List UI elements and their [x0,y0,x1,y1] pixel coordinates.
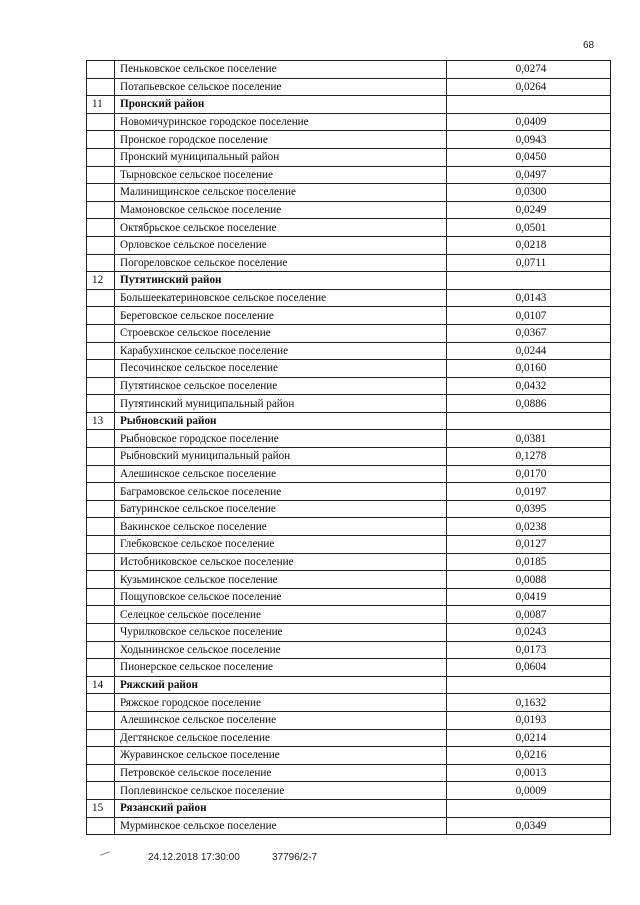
settlement-name-cell: Ряжское городское поселение [115,694,447,712]
settlement-name-cell: Мурминское сельское поселение [115,817,447,835]
row-number-cell [87,307,115,325]
row-number-cell [87,236,115,254]
row-number-cell [87,782,115,800]
table-row [87,184,611,202]
table-row [87,307,611,325]
settlement-name-cell: Пронский муниципальный район [115,148,447,166]
table-row [87,201,611,219]
settlement-name-cell: Рыбновское городское поселение [115,430,447,448]
settlement-name-cell: Потапьевское сельское поселение [115,78,447,96]
row-number-cell [87,254,115,272]
row-number-cell [87,377,115,395]
settlement-name-cell: Пронское городское поселение [115,131,447,149]
table-row [87,782,611,800]
value-cell: 0,0274 [447,61,611,79]
table-row [87,395,611,413]
district-header-row [87,676,611,694]
value-cell: 0,0450 [447,148,611,166]
row-number-cell [87,61,115,79]
value-cell: 0,0197 [447,483,611,501]
value-cell: 0,0170 [447,465,611,483]
row-number-cell [87,184,115,202]
row-number-cell: 12 [87,272,115,290]
row-number-cell: 14 [87,676,115,694]
table-row [87,483,611,501]
footer-datetime: 24.12.2018 17:30:00 [148,852,240,863]
value-cell [447,676,611,694]
distribution-table [86,60,611,835]
settlement-name-cell: Береговское сельское поселение [115,307,447,325]
table-row [87,606,611,624]
row-number-cell [87,289,115,307]
value-cell: 0,0249 [447,201,611,219]
settlement-name-cell: Песочинское сельское поселение [115,360,447,378]
value-cell: 0,0193 [447,711,611,729]
table-row [87,236,611,254]
row-number-cell [87,430,115,448]
value-cell: 0,0381 [447,430,611,448]
settlement-name-cell: Дегтянское сельское поселение [115,729,447,747]
value-cell: 0,0185 [447,553,611,571]
table-row [87,500,611,518]
value-cell: 0,0501 [447,219,611,237]
table-row [87,747,611,765]
row-number-cell [87,553,115,571]
footer-document-code: 37796/2-7 [272,852,318,863]
row-number-cell: 15 [87,799,115,817]
value-cell: 0,0367 [447,324,611,342]
value-cell: 0,0218 [447,236,611,254]
row-number-cell [87,113,115,131]
value-cell: 0,0214 [447,729,611,747]
value-cell: 0,0216 [447,747,611,765]
footer-pen-mark [100,851,110,855]
value-cell: 0,0395 [447,500,611,518]
value-cell: 0,0419 [447,588,611,606]
table-row [87,360,611,378]
table-row [87,729,611,747]
table-row [87,148,611,166]
settlement-name-cell: Петровское сельское поселение [115,764,447,782]
table-row [87,430,611,448]
table-row [87,166,611,184]
row-number-cell [87,729,115,747]
value-cell: 0,0238 [447,518,611,536]
settlement-name-cell: Вакинское сельское поселение [115,518,447,536]
table-row [87,78,611,96]
row-number-cell [87,694,115,712]
row-number-cell [87,465,115,483]
table-row [87,518,611,536]
table-row [87,817,611,835]
row-number-cell [87,448,115,466]
table-row [87,465,611,483]
district-name-cell: Пронский район [115,96,447,114]
table-row [87,553,611,571]
page-number: 68 [583,40,595,51]
settlement-name-cell: Новомичуринское городское поселение [115,113,447,131]
settlement-name-cell: Батуринское сельское поселение [115,500,447,518]
row-number-cell [87,131,115,149]
row-number-cell [87,518,115,536]
settlement-name-cell: Строевское сельское поселение [115,324,447,342]
district-header-row [87,96,611,114]
table-row [87,588,611,606]
row-number-cell [87,606,115,624]
table-row [87,377,611,395]
row-number-cell [87,219,115,237]
row-number-cell: 11 [87,96,115,114]
settlement-name-cell: Ходынинское сельское поселение [115,641,447,659]
value-cell: 0,0711 [447,254,611,272]
table-row [87,448,611,466]
district-name-cell: Рязанский район [115,799,447,817]
row-number-cell [87,641,115,659]
value-cell: 0,0243 [447,624,611,642]
table-row [87,342,611,360]
settlement-name-cell: Мамоновское сельское поселение [115,201,447,219]
value-cell: 0,1632 [447,694,611,712]
table-row [87,324,611,342]
value-cell: 0,0604 [447,659,611,677]
value-cell: 0,0127 [447,536,611,554]
district-name-cell: Рыбновский район [115,412,447,430]
row-number-cell [87,711,115,729]
district-name-cell: Ряжский район [115,676,447,694]
value-cell: 0,0107 [447,307,611,325]
table-row [87,764,611,782]
settlement-name-cell: Путятинский муниципальный район [115,395,447,413]
row-number-cell [87,148,115,166]
settlement-name-cell: Рыбновский муниципальный район [115,448,447,466]
settlement-name-cell: Большеекатериновское сельское поселение [115,289,447,307]
settlement-name-cell: Баграмовское сельское поселение [115,483,447,501]
value-cell: 0,0013 [447,764,611,782]
value-cell: 0,0088 [447,571,611,589]
value-cell: 0,1278 [447,448,611,466]
row-number-cell [87,588,115,606]
settlement-name-cell: Поплевинское сельское поселение [115,782,447,800]
settlement-name-cell: Орловское сельское поселение [115,236,447,254]
value-cell [447,96,611,114]
table-row [87,711,611,729]
table-row [87,289,611,307]
row-number-cell [87,360,115,378]
table-row [87,536,611,554]
value-cell [447,799,611,817]
settlement-name-cell: Пионерское сельское поселение [115,659,447,677]
table-row [87,113,611,131]
settlement-name-cell: Селецкое сельское поселение [115,606,447,624]
value-cell: 0,0087 [447,606,611,624]
row-number-cell [87,201,115,219]
row-number-cell [87,536,115,554]
district-header-row [87,412,611,430]
row-number-cell [87,342,115,360]
value-cell: 0,0409 [447,113,611,131]
row-number-cell [87,500,115,518]
row-number-cell [87,624,115,642]
row-number-cell [87,324,115,342]
settlement-name-cell: Чурилковское сельское поселение [115,624,447,642]
value-cell: 0,0349 [447,817,611,835]
district-name-cell: Путятинский район [115,272,447,290]
settlement-name-cell: Истобниковское сельское поселение [115,553,447,571]
settlement-name-cell: Тырновское сельское поселение [115,166,447,184]
settlement-name-cell: Путятинское сельское поселение [115,377,447,395]
table-row [87,641,611,659]
row-number-cell [87,395,115,413]
settlement-name-cell: Погореловское сельское поселение [115,254,447,272]
table-row [87,131,611,149]
row-number-cell [87,571,115,589]
value-cell: 0,0173 [447,641,611,659]
district-header-row [87,799,611,817]
value-cell: 0,0009 [447,782,611,800]
table-row [87,219,611,237]
row-number-cell: 13 [87,412,115,430]
value-cell: 0,0886 [447,395,611,413]
settlement-name-cell: Глебковское сельское поселение [115,536,447,554]
settlement-name-cell: Пощуповское сельское поселение [115,588,447,606]
row-number-cell [87,659,115,677]
value-cell: 0,0432 [447,377,611,395]
value-cell: 0,0160 [447,360,611,378]
settlement-name-cell: Алешинское сельское поселение [115,465,447,483]
settlement-name-cell: Пеньковское сельское поселение [115,61,447,79]
settlement-name-cell: Карабухинское сельское поселение [115,342,447,360]
value-cell: 0,0264 [447,78,611,96]
value-cell [447,272,611,290]
table-row [87,694,611,712]
row-number-cell [87,78,115,96]
row-number-cell [87,817,115,835]
table-body [87,61,611,835]
row-number-cell [87,166,115,184]
settlement-name-cell: Октябрьское сельское поселение [115,219,447,237]
row-number-cell [87,764,115,782]
value-cell: 0,0300 [447,184,611,202]
value-cell: 0,0244 [447,342,611,360]
table-row [87,61,611,79]
row-number-cell [87,483,115,501]
settlement-name-cell: Кузьминское сельское поселение [115,571,447,589]
value-cell [447,412,611,430]
row-number-cell [87,747,115,765]
table-row [87,659,611,677]
settlement-name-cell: Журавинское сельское поселение [115,747,447,765]
value-cell: 0,0497 [447,166,611,184]
value-cell: 0,0143 [447,289,611,307]
table-row [87,254,611,272]
table-row [87,571,611,589]
settlement-name-cell: Малинищинское сельское поселение [115,184,447,202]
district-header-row [87,272,611,290]
settlement-name-cell: Алешинское сельское поселение [115,711,447,729]
table-row [87,624,611,642]
value-cell: 0,0943 [447,131,611,149]
